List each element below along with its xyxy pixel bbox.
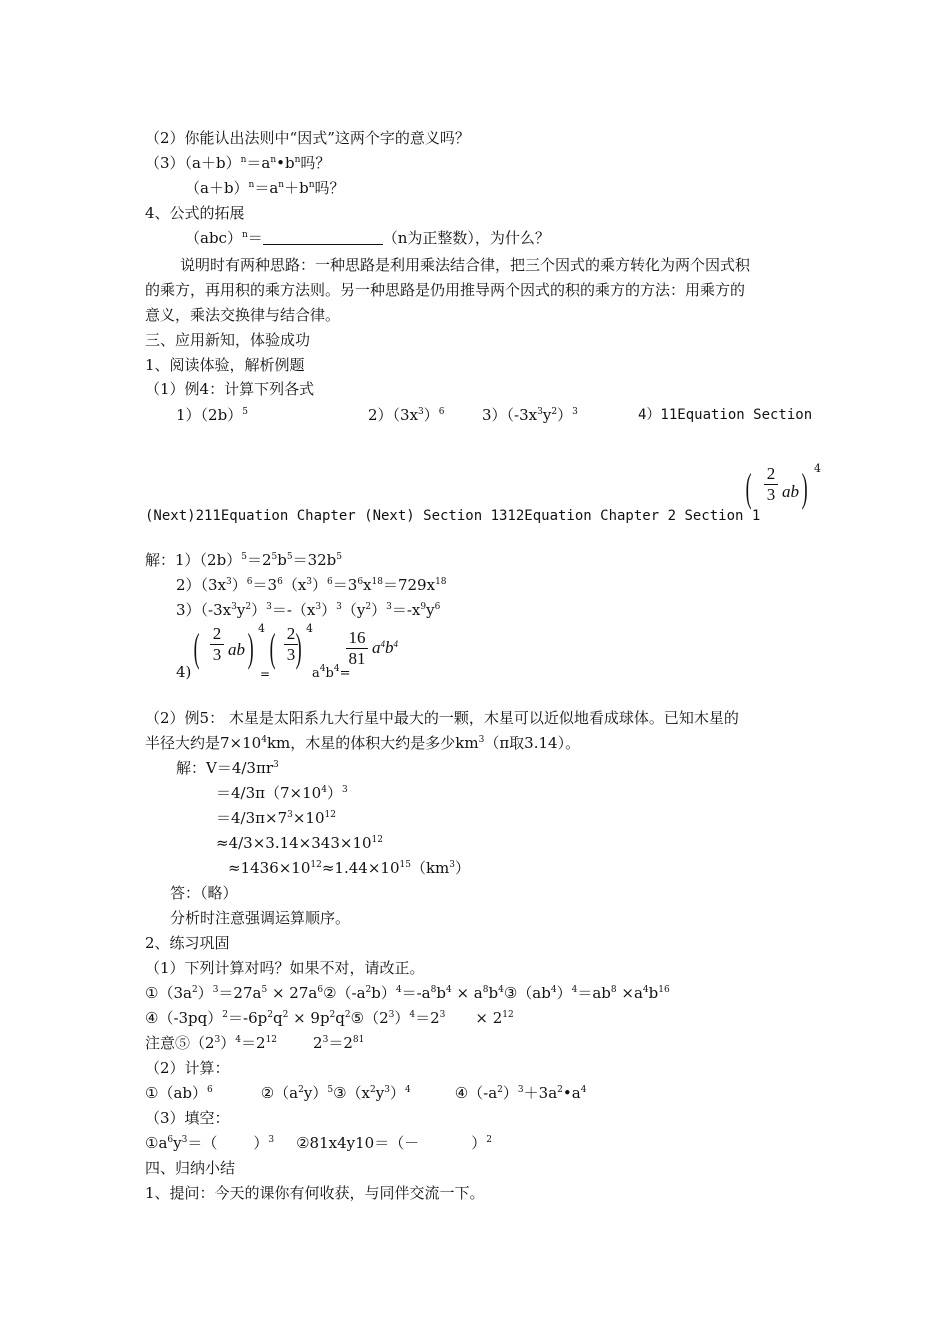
solution-4: 4) ( $\frac{2}{3}$ ab ) 4 = ( $\frac{2}{3}$ ) 4 $a^4b^4=$ $\frac{16}{81}$ $a^4b^4$ [176,622,398,681]
example-4-fraction-expr: ( $\frac{2}{3}$ ab ) 4 [745,462,821,510]
analysis-note: 分析时注意强调运算顺序。 [170,909,351,927]
question-2: （2）你能认出法则中“因式”这两个字的意义吗？ [145,129,470,147]
summary-question: 1、提问：今天的课你有何收获，与同伴交流一下。 [145,1184,485,1202]
practice-3-row: $①a^6y^3=$（ ）$^3$ ②81x4y10＝（－ ）$^2$ [145,1134,492,1152]
practice-1-title: （1）下列计算对吗？如果不对，请改正。 [145,959,425,977]
example-5-solution-5: $\approx 1436\times 10^{12}\approx 1.44\times 10^{15}(km^3)$ [228,859,471,877]
question-3b: $(a+b)^n=a^n+b^n$吗？ [185,179,345,197]
practice-1-note: 注意$⑤(2^3)^4=2^{12}$ $2^3=2^{81}$ [145,1034,365,1052]
practice-2-row: ①（ab）$^6$ $②(a^2y)^5③(x^2y^3)^4$ $④(-a^2)^3+3a^2•a^4$ [145,1084,587,1102]
solution-2: $2)(3x^3)^6=3^6(x^3)^6=3^6x^{18}=729x^{18}$ [176,576,447,594]
equation-field-code: (Next)211Equation Chapter (Next) Section 1312Equation Chapter 2 Section 1 [145,508,761,524]
example-5-line-2: 半径大约是$7\times 10^4km$，木星的体积大约是多少$km^3(\pi$取3.14）。 [145,734,581,752]
practice-1-row-1: $①(3a^2)^3=27a^5$ × $27a^6②(-a^2b)^4=-a^8b^4$ × $a^8b^4③(ab^4)^4=ab^8 \times a^4b^{16}$ [145,984,670,1002]
solution-3: $3)(-3x^3y^2)^3=-(x^3)^3(y^2)^3=-x^9y^6$ [176,601,441,619]
practice-3-title: （3）填空： [145,1109,230,1127]
example-4-item-1: $1)(2b)^5$ [176,406,248,424]
practice-2-title: （2）计算： [145,1059,230,1077]
example-5-solution-1: 解：$V=4/3\pi r^3$ [176,759,279,777]
section-heading-3: 三、应用新知，体验成功 [145,331,311,349]
example-5-line-1: （2）例5： 木星是太阳系九大行星中最大的一颗，木星可以近似地看成球体。已知木星的 [145,709,739,727]
solution-1: 解：$1)(2b)^5=2^5b^5=32b^5$ [145,551,342,569]
practice-1-row-2: $④(-3pq)^2=-6p^2q^2$ × $9p^2q^2⑤(2^3)^4=2^3 \times 2^{12}$ [145,1009,514,1027]
abc-power-line: （abc）$^n$＝ （n为正整数），为什么？ [185,229,550,247]
question-3: $(3)(a+b)^n=a^n•b^n$吗？ [145,154,331,172]
answer-blank[interactable] [263,229,383,245]
explain-line-3: 意义，乘法交换律与结合律。 [145,306,341,324]
explain-line-2: 的乘方，再用积的乘方法则。另一种思路是仍用推导两个因式的积的乘方的方法：用乘方的 [145,281,746,299]
example-5-answer: 答：（略） [170,884,238,902]
subheading-reading: 1、阅读体验，解析例题 [145,356,305,374]
example-5-solution-4: $\approx 4/3\times 3.14\times 343\times 10^{12}$ [216,834,383,852]
explain-line-1: 说明时有两种思路：一种思路是利用乘法结合律，把三个因式的乘方转化为两个因式积 [180,256,751,274]
example-5-solution-3: $=4/3\pi\times 7^3\times 10^{12}$ [216,809,336,827]
example-4-item-4: 4）11Equation Section [638,407,813,423]
section-heading-4: 四、归纳小结 [145,1159,236,1177]
example-4-item-3: $3)(-3x^3y^2)^3$ [482,406,578,424]
example-5-solution-2: $=4/3\pi(7\times 10^4)^3$ [216,784,348,802]
example-4-title: （1）例4：计算下列各式 [145,380,315,398]
heading-formula-extension: 4、公式的拓展 [145,204,245,222]
subheading-practice: 2、练习巩固 [145,934,230,952]
example-4-item-2: $2)(3x^3)^6$ [368,406,445,424]
